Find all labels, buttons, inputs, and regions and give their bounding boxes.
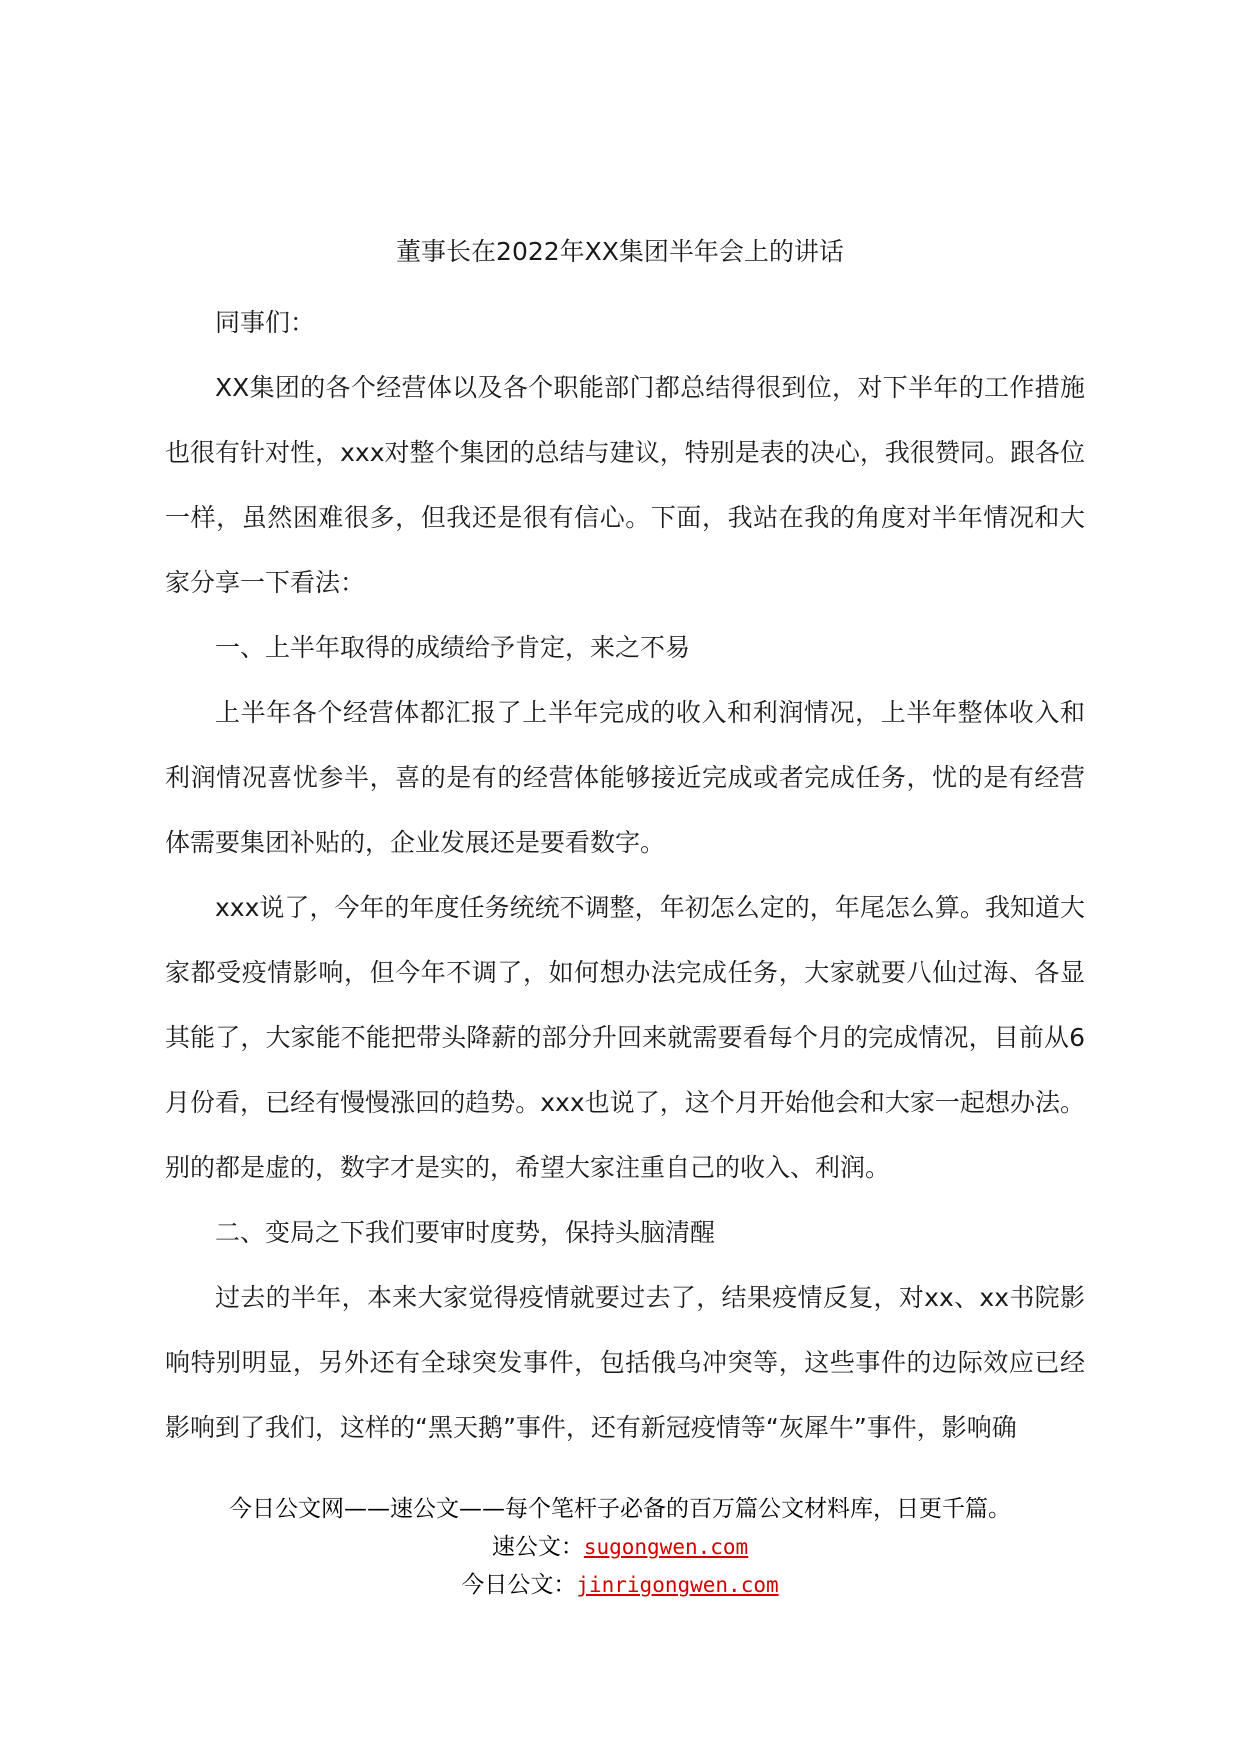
- paragraph-1: 上半年各个经营体都汇报了上半年完成的收入和利润情况，上半年整体收入和利润情况喜忧参半，喜的是有的经营体能够接近完成或者完成任务，忧的是有经营体需要集团补贴的，企业发展还是要看数字。: [165, 698, 1085, 857]
- section-heading-1: 一、上半年取得的成绩给予肯定，来之不易: [215, 633, 691, 662]
- section-heading-2: 二、变局之下我们要审时度势，保持头脑清醒: [215, 1218, 716, 1247]
- paragraph-2: xxx说了，今年的年度任务统统不调整，年初怎么定的，年尾怎么算。我知道大家都受疫情影响，但今年不调了，如何想办法完成任务，大家就要八仙过海、各显其能了，大家能不能把带头降薪的部分升回来就需要看每个月的完成情况，目前从6月份看，已经有慢慢涨回的趋势。xxx也说了，这个月开始他会和大家一起想办法。别的都是虚的，数字才是实的，希望大家注重自己的收入、利润。: [165, 893, 1085, 1182]
- document-body: [165, 290, 1085, 1460]
- sugongwen-link[interactable]: sugongwen.com: [583, 1535, 749, 1559]
- footer-line-jinrigongwen: [0, 1566, 1240, 1604]
- document-title: 董事长在2022年XX集团半年会上的讲话: [396, 237, 844, 266]
- jinrigongwen-link[interactable]: jinrigongwen.com: [576, 1573, 779, 1597]
- salutation: 同事们：: [215, 308, 316, 337]
- footer-label-sugongwen: 速公文：: [491, 1534, 584, 1560]
- footer-slogan: 今日公文网——速公文——每个笔杆子必备的百万篇公文材料库，日更千篇。: [229, 1496, 1011, 1522]
- paragraph-3: 过去的半年，本来大家觉得疫情就要过去了，结果疫情反复，对xx、xx书院影响特别明显，另外还有全球突发事件，包括俄乌冲突等，这些事件的边际效应已经影响到了我们，这样的“黑天鹅”事件，还有新冠疫情等“灰犀牛”事件，影响确: [165, 1283, 1085, 1442]
- footer-line-sugongwen: [0, 1528, 1240, 1566]
- paragraph-intro: XX集团的各个经营体以及各个职能部门都总结得很到位，对下半年的工作措施也很有针对性，xxx对整个集团的总结与建议，特别是表的决心，我很赞同。跟各位一样，虽然困难很多，但我还是很有信心。下面，我站在我的角度对半年情况和大家分享一下看法：: [165, 373, 1085, 597]
- footer-label-jinrigongwen: 今日公文：: [461, 1572, 577, 1598]
- footer: [0, 1490, 1240, 1604]
